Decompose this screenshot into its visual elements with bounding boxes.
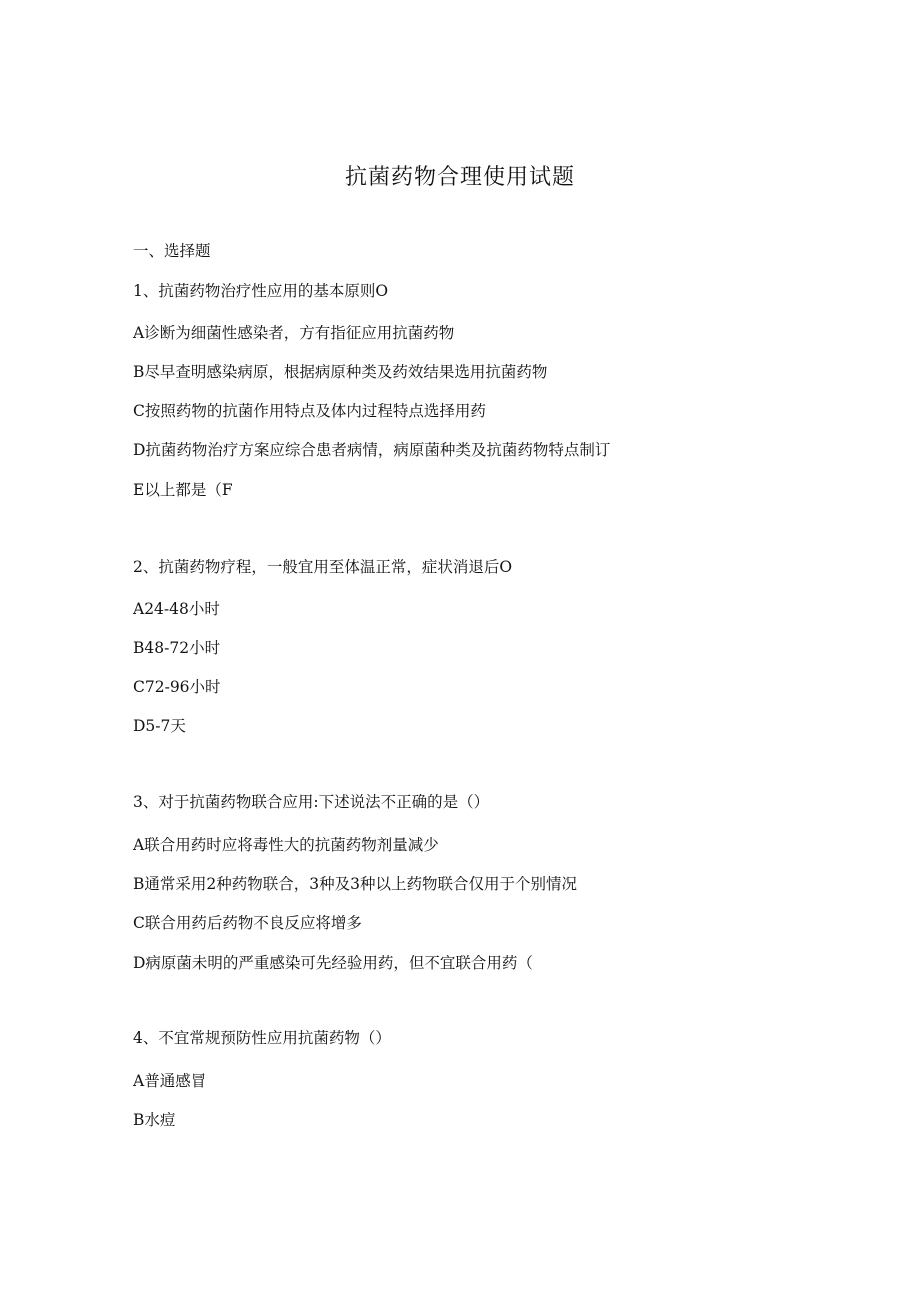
question-3-option-b: B通常采用2种药物联合，3种及3种以上药物联合仅用于个别情况 xyxy=(133,875,577,893)
question-1-option-d: D抗菌药物治疗方案应综合患者病情，病原菌种类及抗菌药物特点制订 xyxy=(133,441,611,459)
section-heading: 一、选择题 xyxy=(133,242,211,260)
question-2-option-b: B48-72小时 xyxy=(133,639,221,657)
question-4-stem: 4、不宜常规预防性应用抗菌药物（） xyxy=(133,1029,391,1047)
question-2-option-a: A24-48小时 xyxy=(133,600,220,618)
document-title: 抗菌药物合理使用试题 xyxy=(344,165,575,190)
question-1-option-e: E以上都是（F xyxy=(133,481,233,499)
question-2-stem: 2、抗菌药物疗程，一般宜用至体温正常，症状消退后O xyxy=(133,558,513,576)
question-2-option-c: C72-96小时 xyxy=(133,678,221,696)
question-1-option-b: B尽早查明感染病原，根据病原种类及药效结果选用抗菌药物 xyxy=(133,363,548,381)
question-4-option-b: B水痘 xyxy=(133,1111,176,1129)
question-1-option-c: C按照药物的抗菌作用特点及体内过程特点选择用药 xyxy=(133,402,486,420)
question-3-stem: 3、对于抗菌药物联合应用:下述说法不正确的是（） xyxy=(133,793,490,811)
question-3-option-d: D病原菌未明的严重感染可先经验用药，但不宜联合用药（ xyxy=(133,954,533,972)
question-2-option-d: D5-7天 xyxy=(133,717,186,735)
question-3-option-c: C联合用药后药物不良反应将增多 xyxy=(133,914,362,932)
question-1-option-a: A诊断为细菌性感染者，方有指征应用抗菌药物 xyxy=(133,324,455,342)
question-3-option-a: A联合用药时应将毒性大的抗菌药物剂量减少 xyxy=(133,836,439,854)
question-1-stem: 1、抗菌药物治疗性应用的基本原则O xyxy=(133,282,389,300)
question-4-option-a: A普通感冒 xyxy=(133,1072,207,1090)
